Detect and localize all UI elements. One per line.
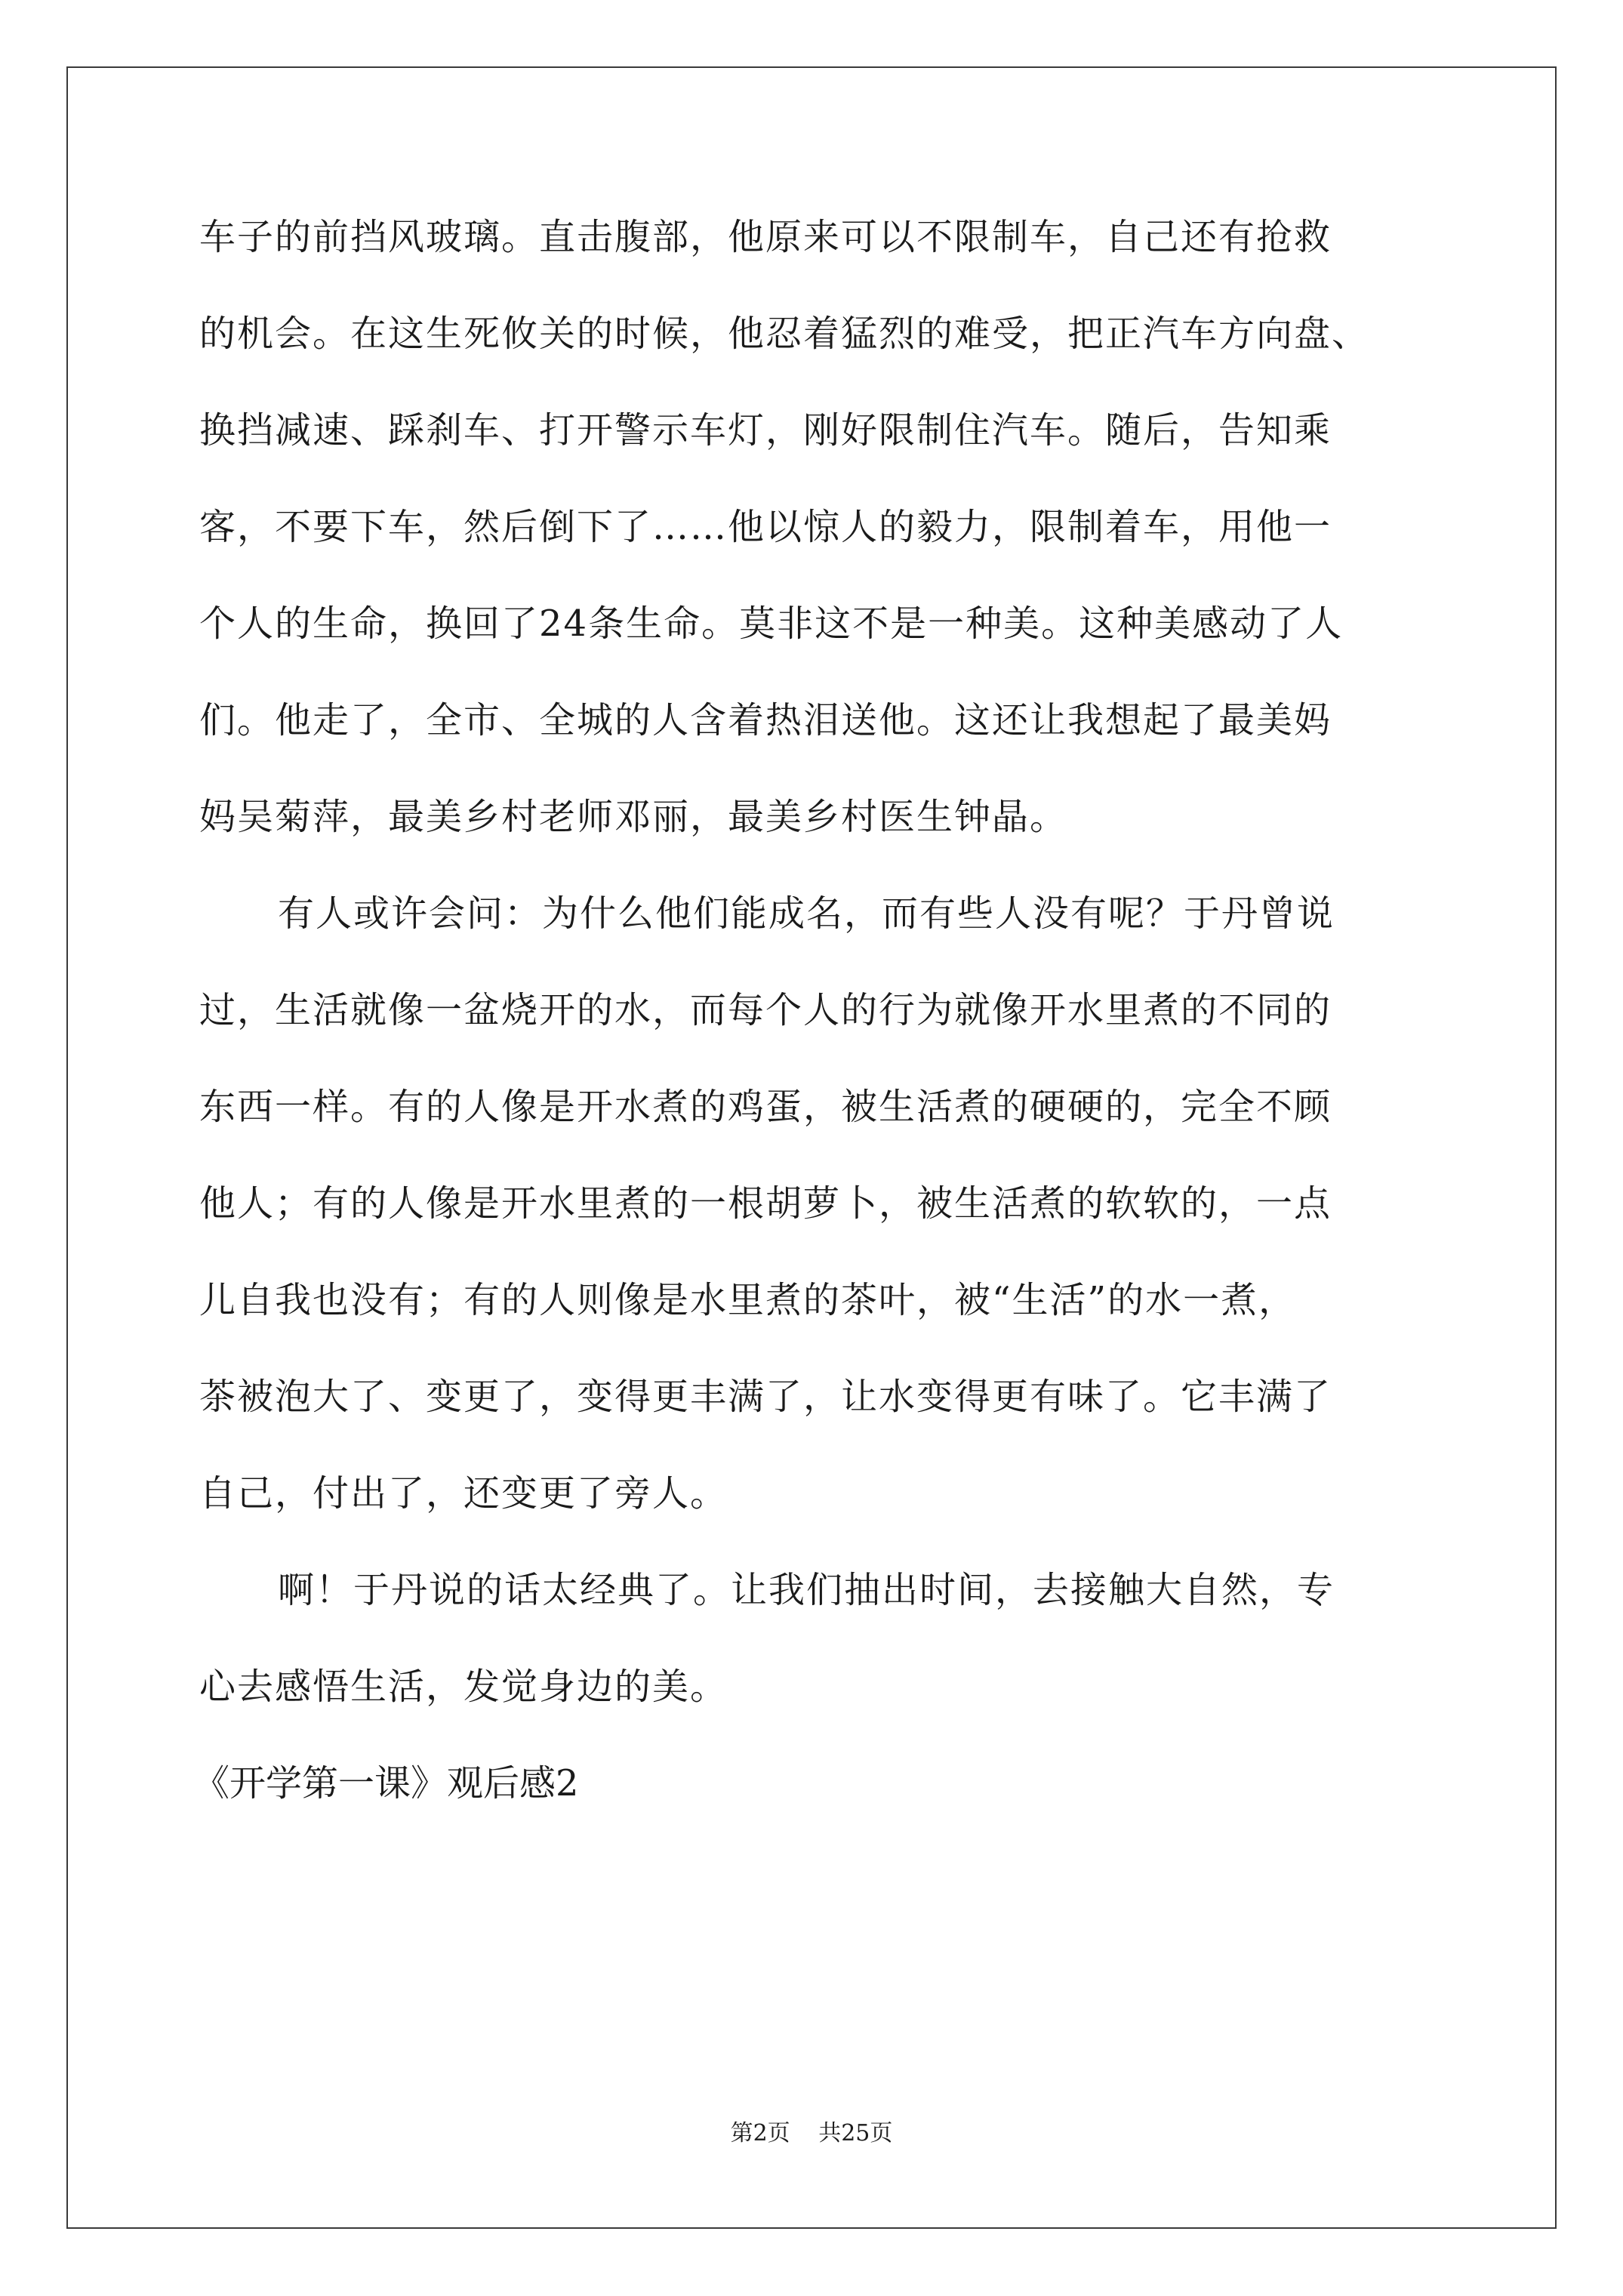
text-line: 的机会。在这生死攸关的时候，他忍着猛烈的难受，把正汽车方向盘、	[199, 313, 1370, 355]
text-line: 东西一样。有的人像是开水煮的鸡蛋，被生活煮的硬硬的，完全不顾	[199, 1086, 1332, 1128]
text-line: 车子的前挡风玻璃。直击腹部，他原来可以不限制车，自己还有抢救	[199, 216, 1332, 258]
text-line: 客，不要下车，然后倒下了……他以惊人的毅力，限制着车，用他一	[199, 506, 1332, 548]
text-line: 妈吴菊萍，最美乡村老师邓丽，最美乡村医生钟晶。	[199, 796, 1068, 838]
text-line: 他人；有的人像是开水里煮的一根胡萝卜，被生活煮的软软的，一点	[199, 1182, 1332, 1225]
text-line: 茶被泡大了、变更了，变得更丰满了，让水变得更有味了。它丰满了	[199, 1376, 1332, 1418]
page-number: 第2页	[730, 2120, 790, 2147]
text-line: 自己，付出了，还变更了旁人。	[199, 1472, 728, 1515]
section-heading: 《开学第一课》观后感2	[193, 1762, 579, 1804]
text-line: 过，生活就像一盆烧开的水，而每个人的行为就像开水里煮的不同的	[199, 989, 1332, 1031]
text-line: 心去感悟生活，发觉身边的美。	[199, 1666, 728, 1708]
text-line: 们。他走了，全市、全城的人含着热泪送他。这还让我想起了最美妈	[199, 699, 1332, 741]
page-footer	[0, 2114, 1623, 2147]
text-line: 儿自我也没有；有的人则像是水里煮的茶叶，被“生活”的水一煮，	[199, 1279, 1297, 1321]
page-total: 共25页	[818, 2120, 893, 2147]
text-line: 换挡减速、踩刹车、打开警示车灯，刚好限制住汽车。随后，告知乘	[199, 409, 1332, 451]
text-line: 有人或许会问：为什么他们能成名，而有些人没有呢？于丹曾说	[278, 892, 1335, 935]
document-body	[193, 216, 1437, 1862]
text-line: 个人的生命，换回了24条生命。莫非这不是一种美。这种美感动了人	[199, 603, 1344, 645]
text-line: 啊！于丹说的话太经典了。让我们抽出时间，去接触大自然，专	[278, 1569, 1335, 1611]
